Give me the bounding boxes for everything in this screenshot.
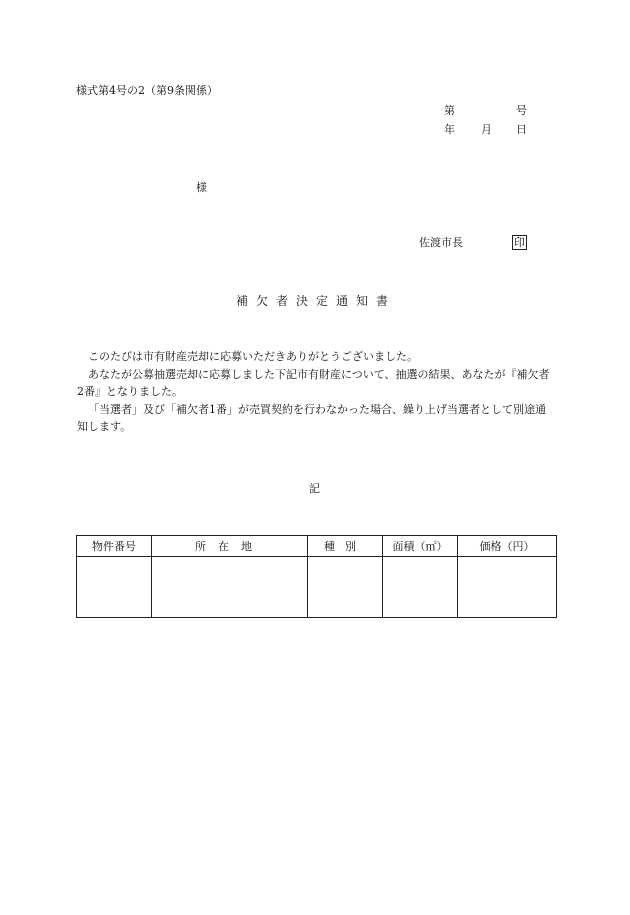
table-header-row <box>77 536 557 557</box>
header-location: 所在地 <box>152 536 308 557</box>
document-number-prefix: 第 <box>444 104 455 117</box>
date-day: 日 <box>516 123 527 136</box>
record-heading: 記 <box>309 482 320 495</box>
header-price: 価格（円） <box>458 536 557 557</box>
header-area: 面積（㎡） <box>383 536 458 557</box>
header-type: 種別 <box>308 536 383 557</box>
body-paragraph: このたびは市有財産売却に応募いただきありがとうございました。 <box>88 350 418 363</box>
cell-price <box>458 557 557 618</box>
sender-name: 佐渡市長 <box>419 236 463 249</box>
addressee-honorific: 様 <box>196 181 207 194</box>
property-table <box>76 535 557 618</box>
form-number: 様式第4号の2（第9条関係） <box>76 84 218 97</box>
body-paragraph: 「当選者」及び「補欠者1番」が売買契約を行わなかった場合、繰り上げ当選者として別途通知します。 <box>77 402 546 433</box>
cell-property-number <box>77 557 152 618</box>
body-paragraph: あなたが公募抽選売却に応募しました下記市有財産について、抽選の結果、あなたが『補欠者2番』となりました。 <box>77 367 550 398</box>
seal-mark: 印 <box>514 236 525 249</box>
cell-area <box>383 557 458 618</box>
date-month: 月 <box>481 123 492 136</box>
document-number-suffix: 号 <box>516 104 527 117</box>
body-text <box>77 348 555 436</box>
document-title: 補欠者決定通知書 <box>236 294 397 308</box>
cell-location <box>152 557 308 618</box>
cell-type <box>308 557 383 618</box>
header-property-number: 物件番号 <box>77 536 152 557</box>
date-year: 年 <box>444 123 455 136</box>
table-row <box>77 557 557 618</box>
